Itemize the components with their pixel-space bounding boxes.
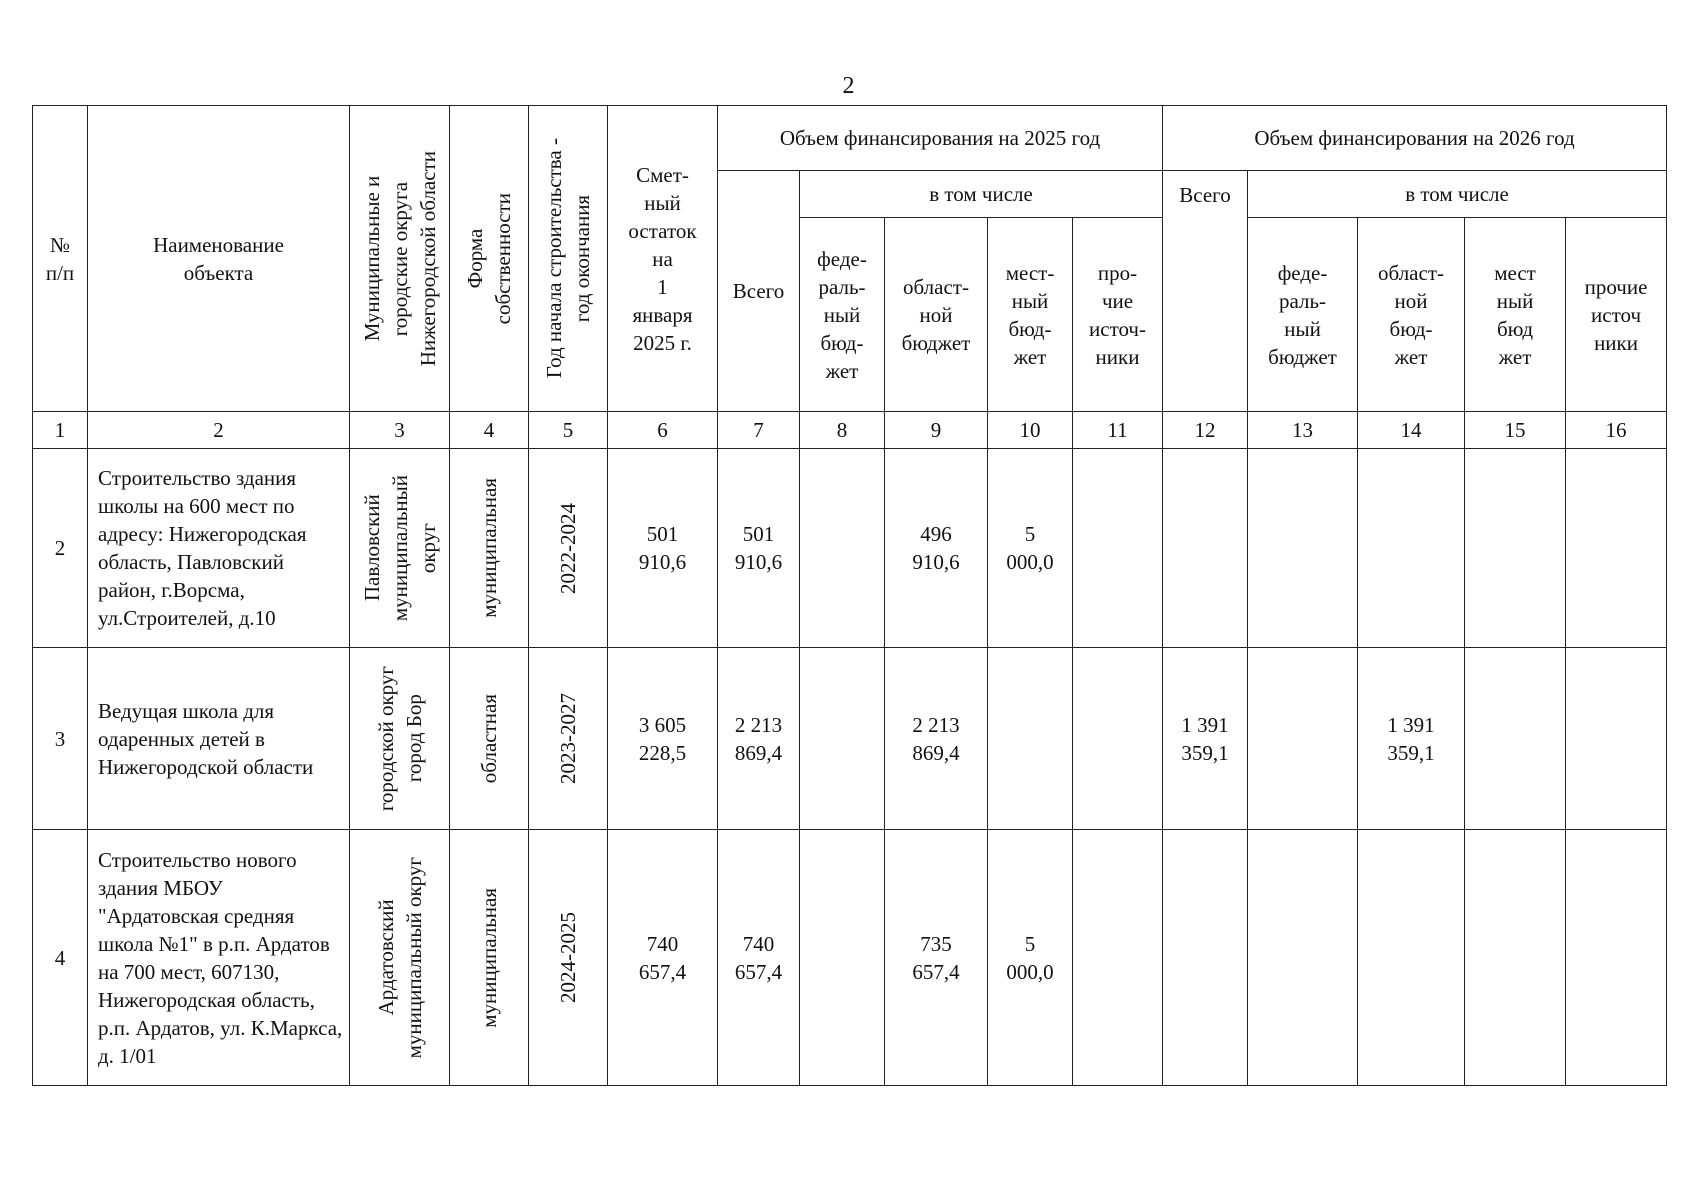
row-fed-2025 [800,830,885,1086]
column-number-row [33,412,1667,449]
row-reg-2025: 496 910,6 [885,449,988,648]
row-object-name: Строительство здания школы на 600 мест по адресу: Нижегородская область, Павловский район, г.Ворсма, ул.Строителей, д.10 [88,449,350,648]
row-ownership-cell [450,648,529,830]
header-reg-2025: област- ной бюджет [885,218,988,412]
header-num: № п/п [33,106,88,412]
row-oth-2025 [1073,648,1163,830]
row-district: Павловский муниципальный округ [359,474,440,622]
row-oth-2025 [1073,449,1163,648]
row-years-cell [529,449,608,648]
column-number: 16 [1566,412,1667,449]
row-fed-2026 [1248,648,1358,830]
row-reg-2026 [1358,830,1465,1086]
column-number: 11 [1073,412,1163,449]
row-ownership: муниципальная [477,478,501,618]
row-reg-2026 [1358,449,1465,648]
column-number: 5 [529,412,608,449]
column-number: 14 [1358,412,1465,449]
header-total-2025: Всего [718,171,800,412]
column-number: 13 [1248,412,1358,449]
row-fed-2025 [800,648,885,830]
row-ownership: областная [477,693,501,784]
table-row [33,830,1667,1086]
row-years: 2023-2027 [556,693,580,784]
row-years: 2024-2025 [556,912,580,1003]
column-number: 3 [350,412,450,449]
column-number: 4 [450,412,529,449]
column-number: 7 [718,412,800,449]
row-district: городской округ город Бор [373,665,426,812]
row-fed-2026 [1248,830,1358,1086]
row-total-2026 [1163,449,1248,648]
row-reg-2025: 735 657,4 [885,830,988,1086]
header-name: Наименование объекта [88,106,350,412]
row-district-cell [350,830,450,1086]
header-incl-2025: в том числе [800,171,1163,218]
header-district: Муниципальные и городские округа Нижегородской области [359,150,440,367]
row-ownership: муниципальная [477,887,501,1028]
header-loc-2025: мест- ный бюд- жет [988,218,1073,412]
row-estimate: 501 910,6 [608,449,718,648]
table-row [33,648,1667,830]
row-num: 4 [33,830,88,1086]
row-object-name: Строительство нового здания МБОУ "Ардатовская средняя школа №1" в р.п. Ардатов на 700 мест, 607130, Нижегородская область, р.п. Ардатов, ул. К.Маркса, д. 1/01 [88,830,350,1086]
row-district: Ардатовский муниципальный округ [373,856,426,1059]
row-years-cell [529,830,608,1086]
row-years: 2022-2024 [556,502,580,594]
row-loc-2026 [1465,648,1566,830]
row-oth-2026 [1566,449,1667,648]
row-ownership-cell [450,830,529,1086]
row-fed-2026 [1248,449,1358,648]
row-total-2025: 2 213 869,4 [718,648,800,830]
row-estimate: 3 605 228,5 [608,648,718,830]
header-fin-2026: Объем финансирования на 2026 год [1163,106,1667,171]
header-district-cell [350,106,450,412]
row-num: 2 [33,449,88,648]
financing-table [32,105,1667,1086]
row-years-cell [529,648,608,830]
header-years: Год начала строительства - год окончания [542,138,594,379]
column-number: 6 [608,412,718,449]
row-reg-2026: 1 391 359,1 [1358,648,1465,830]
header-fed-2026: феде- раль- ный бюджет [1248,218,1358,412]
header-ownership-cell [450,106,529,412]
column-number: 12 [1163,412,1248,449]
column-number: 10 [988,412,1073,449]
row-loc-2025: 5 000,0 [988,830,1073,1086]
header-ownership: Форма собственности [463,192,515,325]
header-reg-2026: област- ной бюд- жет [1358,218,1465,412]
header-total-2026: Всего [1163,171,1248,412]
row-oth-2025 [1073,830,1163,1086]
header-row-1 [33,106,1667,171]
header-loc-2026: мест ный бюд жет [1465,218,1566,412]
page-number: 2 [842,73,855,99]
row-reg-2025: 2 213 869,4 [885,648,988,830]
row-num: 3 [33,648,88,830]
row-loc-2025: 5 000,0 [988,449,1073,648]
column-number: 2 [88,412,350,449]
column-number: 8 [800,412,885,449]
header-estimate: Смет- ный остаток на 1 января 2025 г. [608,106,718,412]
header-fed-2025: феде- раль- ный бюд- жет [800,218,885,412]
row-total-2025: 501 910,6 [718,449,800,648]
header-fin-2025: Объем финансирования на 2025 год [718,106,1163,171]
row-total-2026 [1163,830,1248,1086]
header-oth-2026: прочие источ ники [1566,218,1667,412]
row-ownership-cell [450,449,529,648]
column-number: 15 [1465,412,1566,449]
row-loc-2026 [1465,830,1566,1086]
row-oth-2026 [1566,648,1667,830]
column-number: 9 [885,412,988,449]
row-district-cell [350,648,450,830]
column-number: 1 [33,412,88,449]
row-oth-2026 [1566,830,1667,1086]
row-estimate: 740 657,4 [608,830,718,1086]
header-incl-2026: в том числе [1248,171,1667,218]
header-oth-2025: про- чие источ- ники [1073,218,1163,412]
row-object-name: Ведущая школа для одаренных детей в Нижегородской области [88,648,350,830]
row-loc-2026 [1465,449,1566,648]
row-loc-2025 [988,648,1073,830]
row-total-2025: 740 657,4 [718,830,800,1086]
table-row [33,449,1667,648]
row-total-2026: 1 391 359,1 [1163,648,1248,830]
row-fed-2025 [800,449,885,648]
header-years-cell [529,106,608,412]
row-district-cell [350,449,450,648]
